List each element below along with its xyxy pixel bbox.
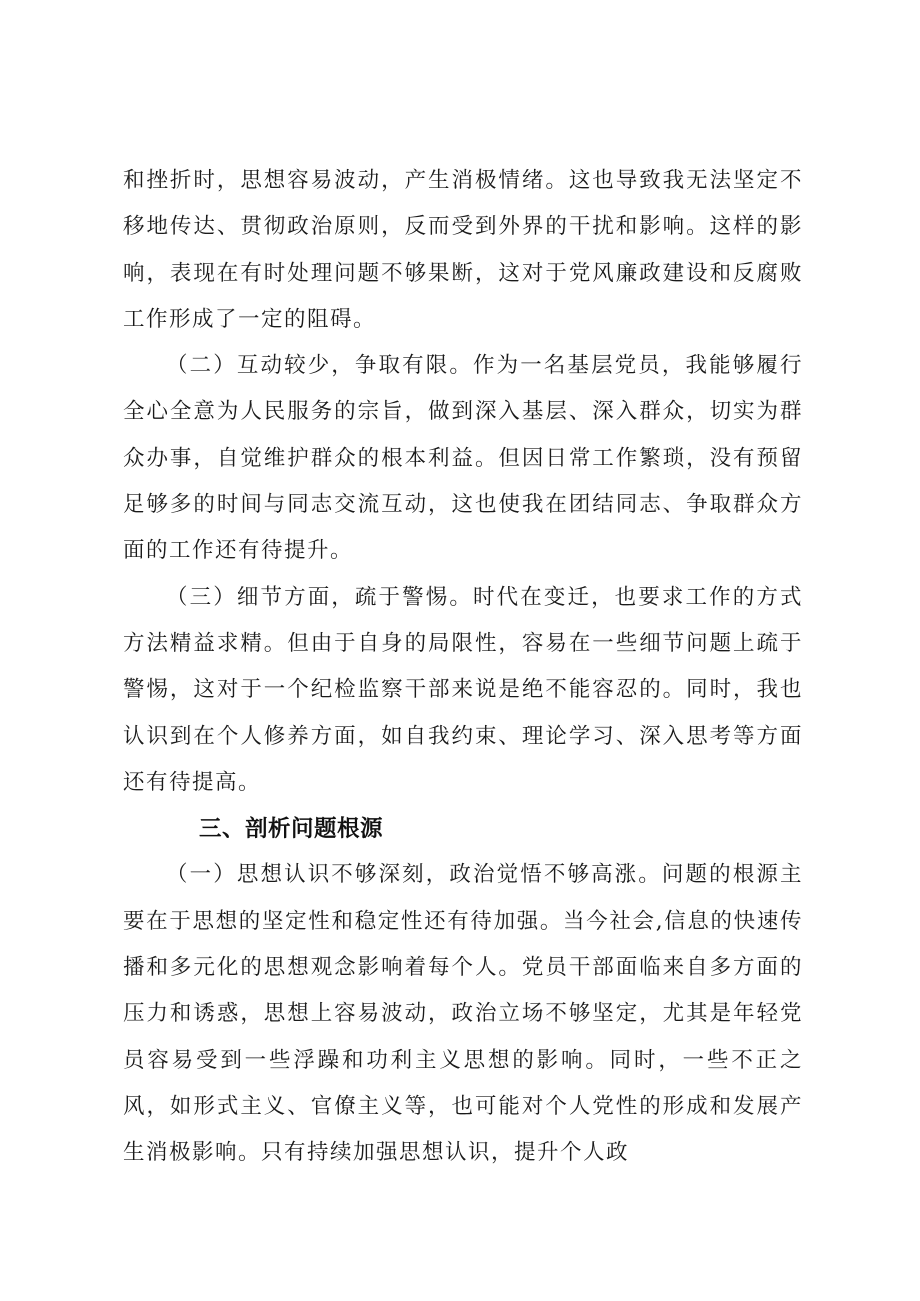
paragraph-root-cause: （一）思想认识不够深刻，政治觉悟不够高涨。问题的根源主要在于思想的坚定性和稳定性还有待加强。当今社会,信息的快速传播和多元化的思想观念影响着每个人。党员干部面临来自多方面的压力和诱惑，思想上容易波动，政治立场不够坚定，尤其是年轻党员容易受到一些浮躁和功利主义思想的影响。同时，一些不正之风，如形式主义、官僚主义等，也可能对个人党性的形成和发展产生消极影响。只有持续加强思想认识，提升个人政	[123, 862, 803, 1166]
section-heading: 三、剖析问题根源	[199, 816, 384, 843]
paragraph-continuation: 和挫折时，思想容易波动，产生消极情绪。这也导致我无法坚定不移地传达、贯彻政治原则，反而受到外界的干扰和影响。这样的影响，表现在有时处理问题不够果断，这对于党风廉政建设和反腐败工作形成了一定的阻碍。	[123, 168, 803, 332]
paragraph-details: （三）细节方面，疏于警惕。时代在变迁，也要求工作的方式方法精益求精。但由于自身的局限性，容易在一些细节问题上疏于警惕，这对于一个纪检监察干部来说是绝不能容忍的。同时，我也认识到在个人修养方面，如自我约束、理论学习、深入思考等方面还有待提高。	[123, 584, 803, 795]
document-body	[123, 158, 803, 1177]
paragraph-interaction: （二）互动较少，争取有限。作为一名基层党员，我能够履行全心全意为人民服务的宗旨，做到深入基层、深入群众，切实为群众办事，自觉维护群众的根本利益。但因日常工作繁琐，没有预留足够多的时间与同志交流互动，这也使我在团结同志、争取群众方面的工作还有待提升。	[123, 353, 803, 564]
